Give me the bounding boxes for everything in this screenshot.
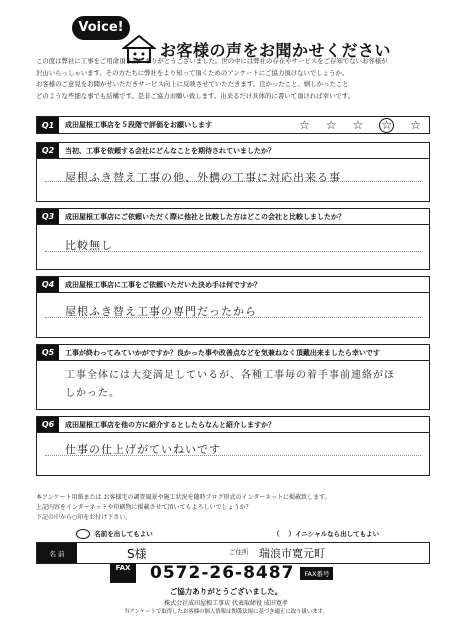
- question-text: 工事が終わってみていかがですか？良かった事や改善点などを気兼ねなく頂戴出来ましたら幸いです: [65, 348, 380, 357]
- answer-line: [45, 317, 421, 318]
- star-icon[interactable]: ☆: [352, 118, 364, 132]
- question-text: 成田屋根工事店を５段階で評価をお願いします: [65, 121, 212, 129]
- question-q3: [36, 208, 430, 270]
- address-label: ご住所: [229, 548, 249, 556]
- answer-line: [45, 181, 421, 182]
- consent-options: [36, 529, 430, 541]
- answer-line: [45, 455, 421, 456]
- answer-text: 工事全体には大変満足しているが、各種工事毎の着手事前連絡がほしかった。: [65, 370, 395, 399]
- question-text: 成田屋根工事店に工事をご依頼いただいた決め手は何ですか？: [65, 280, 261, 289]
- question-text: 当初、工事を依頼する会社にどんなことを期待されていましたか？: [65, 146, 275, 155]
- privacy-notice: 当アンケートで取得したお客様の個人情報は関係法規に基づき適正に取り扱います。: [123, 609, 329, 615]
- option-label: イニシャルなら出してもよい: [295, 530, 380, 538]
- name-value: S様: [127, 546, 147, 561]
- question-number: Q5: [37, 345, 59, 360]
- star-icon[interactable]: ☆: [298, 118, 310, 132]
- answer-text: 比較無し: [65, 239, 113, 252]
- fax-icon: FAX: [110, 563, 136, 583]
- company-name: 株式会社成田屋根工事店 代表取締役 成田寛孝: [164, 600, 288, 607]
- intro-line: どのような些細な事でも結構です。是非ご協力お願い致します。出来るだけ具体的に書いて頂ければ幸いです。: [36, 91, 354, 100]
- question-number: Q4: [37, 277, 59, 292]
- question-q6: [36, 416, 430, 476]
- note-line: 上記内容をインターネットや印刷物に掲載させて頂いてもよろしいでしょうか？: [36, 504, 252, 511]
- question-number: Q3: [37, 209, 59, 224]
- thanks-text: ご協力ありがとうございました。: [169, 587, 283, 596]
- question-number: Q1: [37, 117, 59, 133]
- address-value: 瑞浪市寛元町: [259, 547, 325, 560]
- question-text: 成田屋根工事店にご依頼いただく際に他社と比較した方はどこの会社と比較しましたか？: [65, 212, 345, 221]
- publication-consent-note: [36, 493, 428, 523]
- fax-badge: FAX番号: [300, 567, 333, 580]
- star-icon-circled[interactable]: ☆: [379, 118, 394, 133]
- intro-line: お客様のご意見をお聞かせいただきサービス向上に反映させていただきます。良かったこと、嬉しかったこと: [36, 80, 349, 88]
- rating-stars[interactable]: [299, 118, 421, 133]
- question-number: Q2: [37, 143, 59, 158]
- name-label: 名 前: [37, 543, 77, 563]
- option-name-ok[interactable]: [36, 529, 233, 541]
- intro-text: [36, 56, 428, 102]
- question-q4: [36, 276, 430, 338]
- question-q2: [36, 142, 430, 202]
- name-address-table: [36, 542, 430, 564]
- answer-text: 仕事の仕上げがていねいです: [65, 443, 221, 456]
- option-label: 名前を出してもよい: [94, 530, 153, 538]
- answer-text: 屋根ふき替え工事の他、外構の工事に対応出来る事: [65, 171, 341, 184]
- question-text: 成田屋根工事店を他の方に紹介するとしたらなんと紹介しますか？: [65, 420, 275, 429]
- note-line: 下記の中から○印をお付け下さい。: [36, 514, 132, 521]
- star-icon[interactable]: ☆: [410, 118, 421, 132]
- intro-line: この度は弊社に工事をご用命頂き誠にありがとうございました。世の中には弊社の存在やサービスをご存知でないお客様が: [36, 57, 388, 65]
- answer-text: 屋根ふき替え工事の専門だったから: [65, 305, 257, 318]
- answer-line: [45, 251, 421, 252]
- voice-bubble: Voice!: [72, 16, 130, 40]
- note-line: 本アンケート用紙または お客様宅の調査風景や施工状況を随時ブログ形式のインターネットに掲載致します。: [36, 494, 331, 501]
- intro-line: 沢山いらっしゃいます。その方たちに弊社をより知って頂くためのアンケートにご協力頂けないでしょうか。: [36, 68, 349, 77]
- page-title: お客様の声をお聞かせください: [160, 41, 392, 60]
- star-icon[interactable]: ☆: [325, 118, 337, 132]
- fax-number: 0572-26-8487: [150, 563, 295, 583]
- question-q1: [36, 116, 430, 134]
- question-q5: [36, 344, 430, 410]
- option-initial-ok[interactable]: （ ）イニシャルなら出してもよい: [273, 530, 380, 538]
- fax-row: [110, 562, 333, 584]
- question-number: Q6: [37, 417, 59, 432]
